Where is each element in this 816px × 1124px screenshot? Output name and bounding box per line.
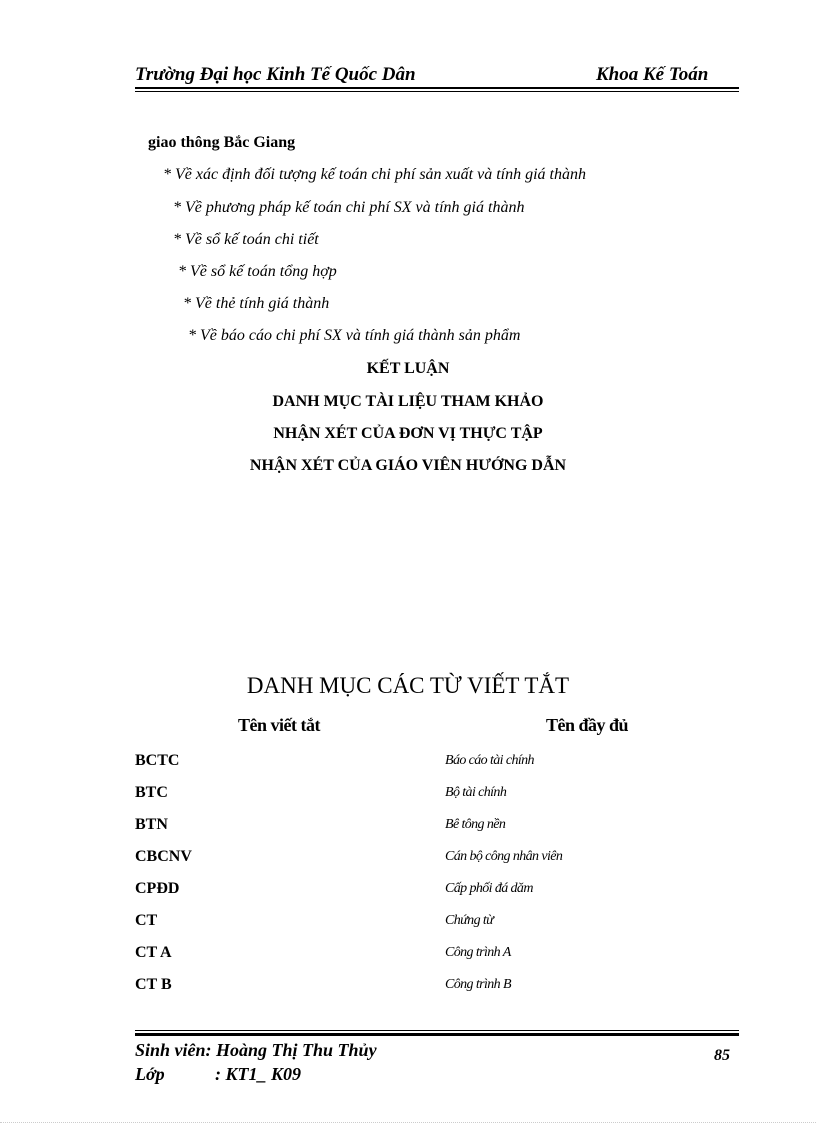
header-rule-thick [135, 87, 739, 89]
toc-heading: NHẬN XÉT CỦA GIÁO VIÊN HƯỚNG DẪN [249, 457, 567, 474]
header-rule-thin [135, 91, 739, 92]
abbr-short: CT A [135, 944, 172, 961]
footer-rule-thick [135, 1033, 739, 1036]
column-header-full: Tên đầy đủ [546, 715, 629, 735]
abbr-short: BTC [135, 784, 168, 801]
abbr-short: BCTC [135, 752, 180, 769]
abbr-short: CT B [135, 976, 172, 993]
footer-class-label: Lớp [135, 1064, 165, 1084]
abbr-short: CPĐD [135, 880, 180, 897]
toc-item: * Về báo cáo chi phí SX và tính giá thành sản phẩm [188, 327, 521, 344]
footer-page-number: 85 [714, 1047, 730, 1064]
abbr-full: Cán bộ công nhân viên [445, 849, 563, 864]
toc-item: * Về sổ kế toán chi tiết [173, 231, 319, 248]
column-header-short: Tên viết tắt [238, 715, 320, 735]
toc-item: * Về phương pháp kế toán chi phí SX và tính giá thành [173, 199, 525, 216]
header-school: Trường Đại học Kinh Tế Quốc Dân [135, 64, 416, 85]
footer-class-value: : KT1_ K09 [215, 1064, 302, 1084]
toc-continuation: giao thông Bắc Giang [148, 134, 296, 151]
abbr-full: Chứng từ [445, 913, 494, 928]
abbr-full: Bộ tài chính [445, 785, 507, 800]
abbr-short: CBCNV [135, 848, 192, 865]
abbr-full: Công trình B [445, 977, 511, 992]
footer-student: Sinh viên: Hoàng Thị Thu Thủy [135, 1040, 377, 1060]
toc-heading: KẾT LUẬN [366, 360, 450, 377]
abbr-short: BTN [135, 816, 168, 833]
toc-item: * Về thẻ tính giá thành [183, 295, 330, 312]
toc-heading: DANH MỤC TÀI LIỆU THAM KHẢO [272, 393, 544, 410]
abbr-full: Báo cáo tài chính [445, 753, 534, 768]
toc-item: * Về sổ kế toán tổng hợp [178, 263, 337, 280]
abbreviations-title: DANH MỤC CÁC TỪ VIẾT TẮT [246, 673, 570, 698]
header-faculty: Khoa Kế Toán [596, 64, 709, 85]
abbr-short: CT [135, 912, 158, 929]
toc-heading: NHẬN XÉT CỦA ĐƠN VỊ THỰC TẬP [273, 425, 543, 442]
toc-item: * Về xác định đối tượng kế toán chi phí sản xuất và tính giá thành [163, 166, 586, 183]
abbr-full: Công trình A [445, 945, 511, 960]
abbr-full: Cấp phối đá dăm [445, 881, 533, 896]
abbr-full: Bê tông nền [445, 817, 506, 832]
footer-rule-thin [135, 1030, 739, 1031]
